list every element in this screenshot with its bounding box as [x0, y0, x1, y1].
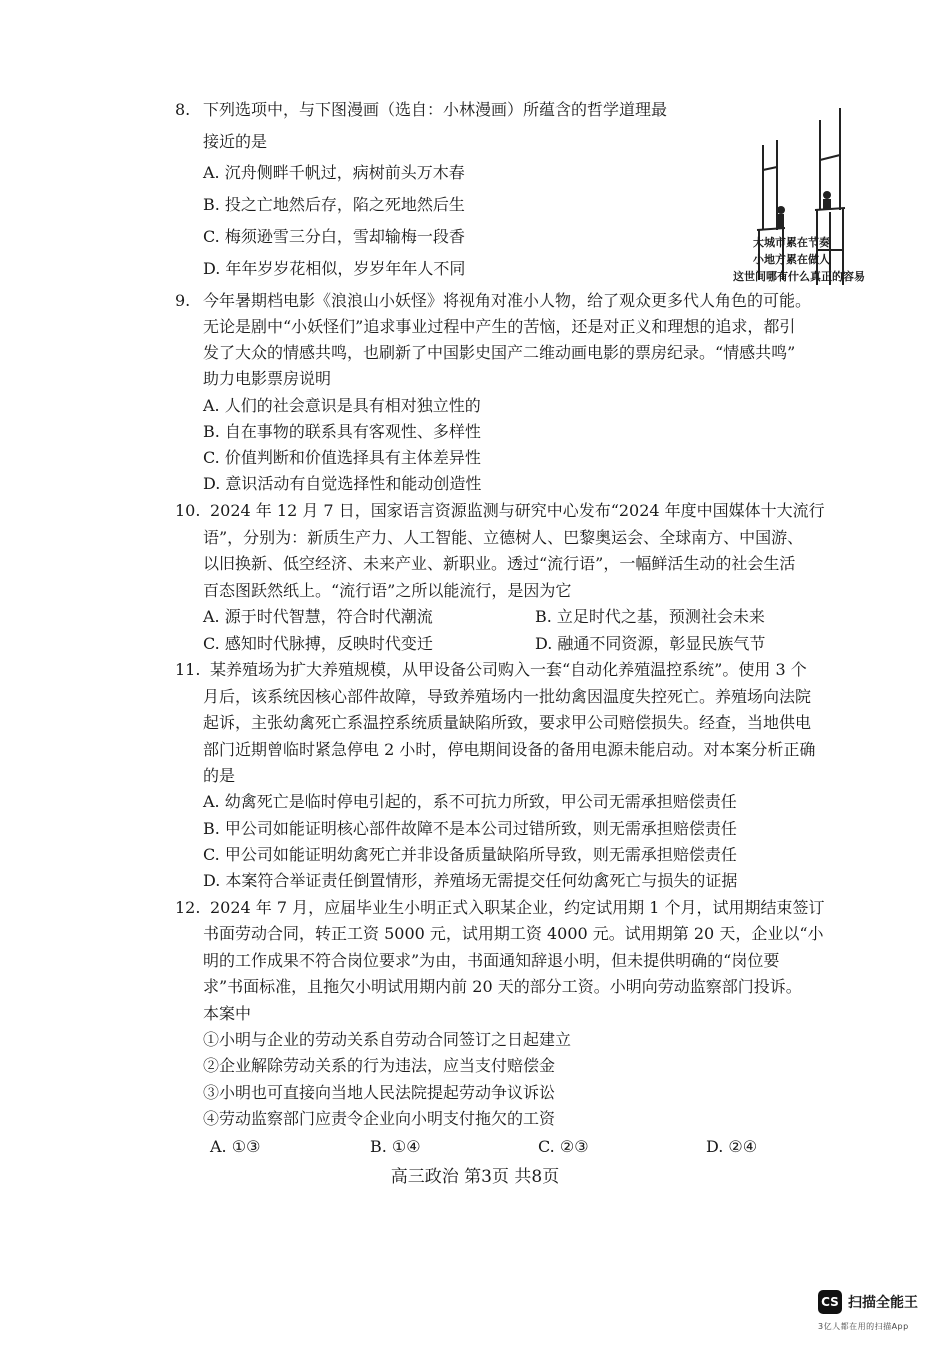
question-stem-line: 书面劳动合同，转正工资 5000 元，试用期工资 4000 元。试用期第 20 天，企业以“小 [203, 924, 824, 943]
question-stem-line: 月后，该系统因核心部件故障，导致养殖场内一批幼禽因温度失控死亡。养殖场向法院 [203, 687, 812, 706]
question-stem-line: 接近的是 [203, 132, 268, 151]
question-number: 9. [175, 291, 191, 310]
cartoon-caption-line: 大城市累在节奏 [753, 236, 830, 249]
statement-1: ①小明与企业的劳动关系自劳动合同签订之日起建立 [203, 1030, 572, 1049]
question-number: 11. [175, 660, 201, 679]
cartoon-caption-line: 小地方累在做人 [753, 253, 830, 266]
option-a: A. 源于时代智慧，符合时代潮流 [203, 607, 433, 626]
question-stem-line: 以旧换新、低空经济、未来产业、新职业。透过“流行语”，一幅鲜活生动的社会生活 [203, 554, 796, 573]
option-b: B. ①④ [370, 1137, 421, 1156]
statement-2: ②企业解除劳动关系的行为违法，应当支付赔偿金 [203, 1056, 556, 1075]
question-stem-line: 的是 [203, 766, 236, 785]
question-stem-line: 助力电影票房说明 [203, 369, 332, 388]
option-d: D. ②④ [706, 1137, 758, 1156]
option-d: D. 融通不同资源，彰显民族气节 [535, 634, 766, 653]
question-stem-line: 明的工作成果不符合岗位要求”为由，书面通知辞退小明，但未提供明确的“岗位要 [203, 951, 780, 970]
question-stem-line: 今年暑期档电影《浪浪山小妖怪》将视角对准小人物，给了观众更多代人角色的可能。 [203, 291, 812, 310]
question-number: 8. [175, 100, 191, 119]
option-b: B. 甲公司如能证明核心部件故障不是本公司过错所致，则无需承担赔偿责任 [203, 819, 737, 838]
question-stem-line: 某养殖场为扩大养殖规模，从甲设备公司购入一套“自动化养殖温控系统”。使用 3 个 [210, 660, 807, 679]
option-c: C. 价值判断和价值选择具有主体差异性 [203, 448, 481, 467]
scanner-tagline: 3亿人都在用的扫描App [818, 1322, 909, 1331]
question-number: 12. [175, 898, 201, 917]
question-stem-line: 求”书面标准，且拖欠小明试用期内前 20 天的部分工资。小明向劳动监察部门投诉。 [203, 977, 802, 996]
option-c: C. 甲公司如能证明幼禽死亡并非设备质量缺陷所导致，则无需承担赔偿责任 [203, 845, 737, 864]
statement-3: ③小明也可直接向当地人民法院提起劳动争议诉讼 [203, 1083, 556, 1102]
page-footer: 高三政治 第3页 共8页 [390, 1167, 560, 1187]
option-a: A. 沉舟侧畔千帆过，病树前头万木春 [203, 163, 465, 182]
question-stem-line: 2024 年 12 月 7 日，国家语言资源监测与研究中心发布“2024 年度中国媒体十大流行 [210, 501, 825, 520]
question-stem-line: 语”，分别为：新质生产力、人工智能、立德树人、巴黎奥运会、全球南方、中国游、 [203, 528, 804, 547]
question-stem-line: 2024 年 7 月，应届毕业生小明正式入职某企业，约定试用期 1 个月，试用期结束签订 [210, 898, 825, 917]
option-c: C. 感知时代脉搏，反映时代变迁 [203, 634, 433, 653]
option-d: D. 意识活动有自觉选择性和能动创造性 [203, 474, 482, 493]
cartoon-caption-line: 这世间哪有什么真正的容易 [733, 270, 865, 283]
question-stem-line: 无论是剧中“小妖怪们”追求事业过程中产生的苦恼，还是对正义和理想的追求，都引 [203, 317, 796, 336]
question-stem-line: 起诉，主张幼禽死亡系温控系统质量缺陷所致，要求甲公司赔偿损失。经查，当地供电 [203, 713, 812, 732]
question-stem-line: 发了大众的情感共鸣，也刷新了中国影史国产二维动画电影的票房纪录。“情感共鸣” [203, 343, 796, 362]
option-d: D. 本案符合举证责任倒置情形，养殖场无需提交任何幼禽死亡与损失的证据 [203, 871, 738, 890]
question-stem-line: 本案中 [203, 1004, 252, 1023]
option-a: A. ①③ [210, 1137, 261, 1156]
option-b: B. 自在事物的联系具有客观性、多样性 [203, 422, 481, 441]
option-c: C. 梅须逊雪三分白，雪却输梅一段香 [203, 227, 465, 246]
option-c: C. ②③ [538, 1137, 589, 1156]
option-b: B. 立足时代之基，预测社会未来 [535, 607, 765, 626]
option-a: A. 幼禽死亡是临时停电引起的，系不可抗力所致，甲公司无需承担赔偿责任 [203, 792, 737, 811]
question-number: 10. [175, 501, 201, 520]
option-a: A. 人们的社会意识是具有相对独立性的 [203, 396, 481, 415]
scanner-brand-name: 扫描全能王 [848, 1295, 918, 1311]
question-stem-line: 部门近期曾临时紧急停电 2 小时，停电期间设备的备用电源未能启动。对本案分析正确 [203, 740, 816, 759]
question-stem-line: 百态图跃然纸上。“流行语”之所以能流行，是因为它 [203, 581, 572, 600]
question-stem-line: 下列选项中，与下图漫画（选自：小林漫画）所蕴含的哲学道理最 [203, 100, 668, 119]
scanner-logo-icon: CS [818, 1290, 842, 1314]
statement-4: ④劳动监察部门应责令企业向小明支付拖欠的工资 [203, 1109, 556, 1128]
option-d: D. 年年岁岁花相似，岁岁年年人不同 [203, 259, 466, 278]
option-b: B. 投之亡地然后存，陷之死地然后生 [203, 195, 465, 214]
